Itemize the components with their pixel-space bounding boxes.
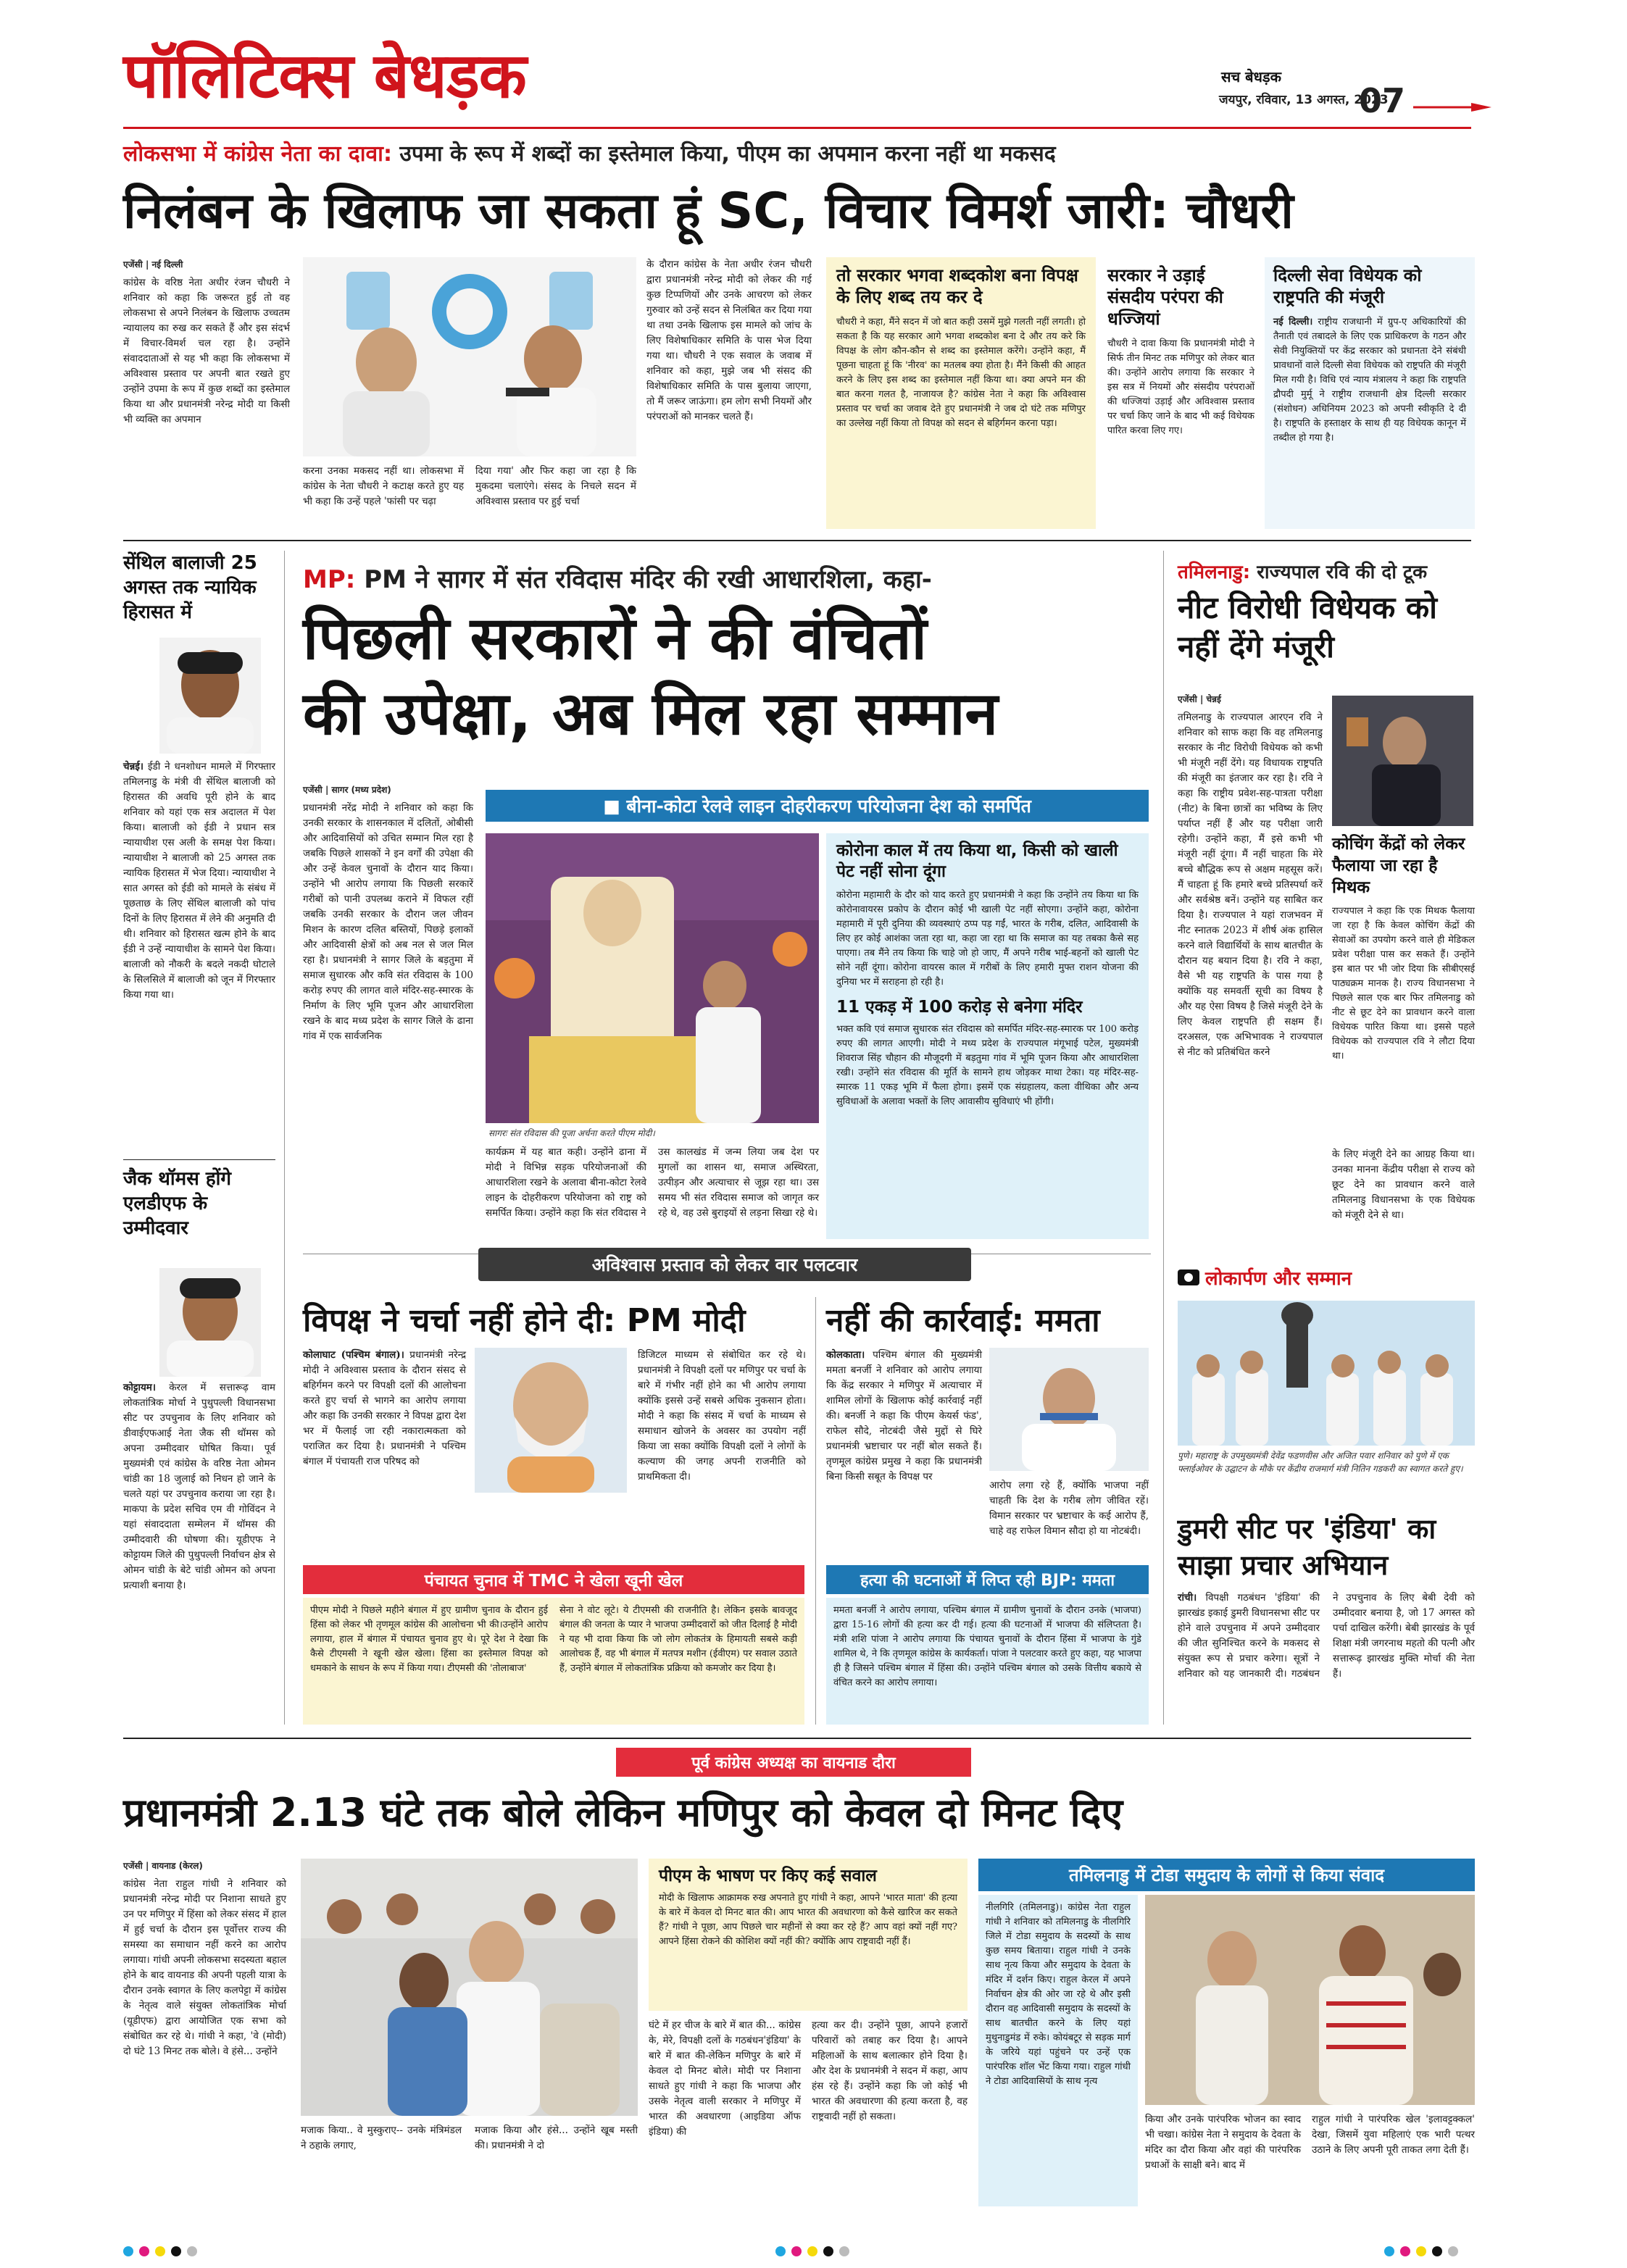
rahul-headline: प्रधानमंत्री 2.13 घंटे तक बोले लेकिन मणिपुर को केवल दो मिनट दिए bbox=[123, 1790, 1123, 1835]
registration-dots-center bbox=[775, 2246, 849, 2256]
todas-box: नीलगिरि (तमिलनाडु)। कांग्रेस नेता राहुल गांधी ने शनिवार को तमिलनाडु के नीलगिरि जिले में टोडा समुदाय के सदस्यों के साथ कुछ समय बिताया। राहुल गांधी ने उनके साथ नृत्य किया और समुदाय के देवता के मंदिर में दर्शन किए। राहुल केरल में अपने निर्वाचन क्षेत्र की ओर जा रहे थे और इसी दौरान वह आदिवासी समुदाय के सदस्यों के साथ बातचीत करने के लिए यहां मुथुनाडुमंड में रुके। कोयंबटूर से सड़क मार्ग के जरिये यहां पहुंचने पर उन्हें एक पारंपरिक शॉल भेंट किया गया। राहुल गांधी ने टोडा आदिवासियों के साथ नृत्य bbox=[978, 1895, 1138, 2206]
left-story-jack-body: कोट्टायम। केरल में सत्तारूढ़ वाम लोकतांत्रिक मोर्चा ने पुथुपल्ली विधानसभा सीट पर उपचुनाव के लिए शनिवार को डीवाईएफआई नेता जैक सी थॉमस को अपना उम्मीदवार घोषित किया। पूर्व मुख्यमंत्री एवं कांग्रेस के वरिष्ठ नेता ओमन चांडी का 18 जुलाई को निधन हो जाने के चलते यहां पर उपचुनाव कराया जा रहा है। माकपा के प्रदेश सचिव एम वी गोविंदन ने यहां संवाददाता सम्मेलन में थॉमस की उम्मीदवारी की घोषणा की। यूडीएफ ने कोट्टायम जिले की पुथुपल्ली निर्वाचन क्षेत्र से ओमन चांडी के बेटे चांडी ओमन को अपना प्रत्याशी बनाया है। bbox=[123, 1382, 276, 1591]
lead-headline: निलंबन के खिलाफ जा सकता हूं SC, विचार विमर्श जारी: चौधरी bbox=[123, 183, 1294, 240]
tn-photo bbox=[1332, 696, 1473, 826]
todas-col1: किया और उनके पारंपरिक भोजन का स्वाद भी चखा। कांग्रेस नेता ने समुदाय के देवता के मंदिर का दौरा किया और वहां की पारंपरिक प्रथाओं के साक्षी बने। बाद में bbox=[1145, 2114, 1301, 2171]
rahul-photo-col2: मजाक किया और हंसे... उन्होंने खूब मस्ती की। प्रधानमंत्री ने दो bbox=[475, 2125, 638, 2151]
pm-bhashan-box: पीएम के भाषण पर किए कई सवाल मोदी के खिलाफ आक्रामक रुख अपनाते हुए गांधी ने कहा, आपने 'भारत माता' की हत्या के बारे में केवल दो मिनट बात की। आप भारत की अवधारणा को कैसे खारिज कर सकते हैं? गांधी ने पूछा, आप पिछले चार महीनों से क्या कर रहे हैं? आप वहां क्यों नहीं गए? आपने हिंसा रोकने की कोशिश क्यों नहीं की? क्योंकि आप राष्ट्रवादी नहीं हैं। bbox=[649, 1859, 968, 2011]
lead-col2: करना उनका मकसद नहीं था। लोकसभा में कांग्रेस के नेता चौधरी ने कटाक्ष करते हुए यह भी कहा कि उन्हें पहले 'फांसी पर चढ़ा bbox=[303, 465, 464, 507]
rahul-mid-col2: हत्या कर दी। उन्होंने पूछा, आपने हजारों परिवारों को तबाह कर दिया है। आपने महिलाओं के साथ बलात्कार होने दिया है। और देश के प्रधानमंत्री ने सदन में कहा, आप हंस रहे हैं। उन्होंने कहा कि जो कोई भी भारत की अवधारणा की हत्या करता है, वह राष्ट्रवादी नहीं हो सकता। bbox=[812, 2019, 968, 2122]
modi-headline: विपक्ष ने चर्चा नहीं होने दी: PM मोदी bbox=[303, 1302, 746, 1339]
pen-nib-icon bbox=[1413, 101, 1493, 113]
lead-byline: एजेंसी | नई दिल्ली bbox=[123, 259, 183, 270]
rahul-photo bbox=[301, 1859, 638, 2116]
lead-kicker: लोकसभा में कांग्रेस नेता का दावा: उपमा के रूप में शब्दों का इस्तेमाल किया, पीएम का अपमान करना नहीं था मकसद bbox=[123, 141, 1056, 167]
side-box-bhagwa: तो सरकार भगवा शब्दकोश बना विपक्ष के लिए शब्द तय कर दे चौधरी ने कहा, मैंने सदन में जो बात कही उसमें मुझे गलती नहीं लगती। हो सकता है कि यह सरकार आगे भगवा शब्दकोश बना दे और तय करे कि विपक्ष के लोग कौन-कौन से शब्द का इस्तेमाल करेंगे। उन्होंने कहा, मैं पूछना चाहता हूं कि 'नीरव' का मतलब क्या होता है। मैंने किसी की आहत करने के लिए इस शब्द का इस्तेमाल नहीं किया था। क्या अपने मन की बात करना गलत है, नाजायज है? कांग्रेस नेता ने कहा कि अविश्वास प्रस्ताव पर चर्चा का जवाब देते हुए प्रधानमंत्री ने जब दो घंटे तक मणिपुर का उल्लेख नहीं किया तो विपक्ष को सदन से बहिर्गमन करना पड़ा। bbox=[826, 257, 1096, 529]
mp-box-corona: कोरोना काल में तय किया था, किसी को खाली पेट नहीं सोना दूंगा कोरोना महामारी के दौर को याद करते हुए प्रधानमंत्री ने कहा कि उन्होंने तय किया था कि कोरोनावायरस प्रकोप के दौरान कोई भी खाली पेट नहीं सोएगा। उन्होंने कहा, कोरोना महामारी में पूरी दुनिया की व्यवस्थाएं ठप्प पड़ गईं, भारत के गरीब, दलित, आदिवासी के लिए हर कोई आशंका जता रहा था, कहा जा रहा था कि समाज का यह तबका कैसे सह पाएगा। तब मैंने तय किया कि चाहे जो हो जाए, मैं अपने गरीब भाई-बहनों को खाली पेट सोने नहीं दूंगा। कोरोना वायरस काल में गरीबों के लिए हमारी मुफ्त राशन योजना की दुनिया भर में सराहना हो रही है। 11 एकड़ में 100 करोड़ से बनेगा मंदिर भक्त कवि एवं समाज सुधारक संत रविदास को समर्पित मंदिर-सह-स्मारक पर 100 करोड़ रुपए की लागत आएगी। मोदी ने मध्य प्रदेश के राज्यपाल मंगूभाई पटेल, मुख्यमंत्री शिवराज सिंह चौहान की मौजूदगी में बड़तुमा गांव में भूमि पूजन किया और आधारशिला रखी। उन्होंने संत रविदास की मूर्ति के सामने हाथ जोड़कर माथा टेका। यह मंदिर-सह-स्मारक 11 एकड़ भूमि में फैला होगा। इसमें एक संग्रहालय, कला वीथिका और अन्य सुविधाओं के अलावा भक्तों के लिए आवासीय सुविधाएं भी होंगी। bbox=[826, 833, 1149, 1239]
left-story-senthil-body: चेन्नई। ईडी ने धनशोधन मामले में गिरफ्तार तमिलनाडु के मंत्री वी सेंथिल बालाजी को हिरासत की अवधि पूरी होने के बाद शनिवार को यहां एक सत्र अदालत में पेश किया। बालाजी को ईडी ने प्रधान सत्र न्यायाधीश एस अली के समक्ष पेश किया। न्यायाधीश ने बालाजी को 25 अगस्त तक न्यायिक हिरासत में भेज दिया। न्यायाधीश ने सात अगस्त को ईडी को मामले के संबंध में पूछताछ के लिए सेंथिल बालाजी को पांच दिनों के लिए हिरासत में लेने की अनुमति दी थी। शनिवार को हिरासत खत्म होने के बाद ईडी ने उन्हें न्यायाधीश के सामने पेश किया। बालाजी को नौकरी के बदले नकदी घोटाले के सिलसिले में बालाजी को जून में गिरफ्तार किया गया था। bbox=[123, 761, 275, 1001]
masthead-brand: सच बेधड़क bbox=[1221, 68, 1281, 86]
side-box-parampara: सरकार ने उड़ाई संसदीय परंपरा की धज्जियां चौधरी ने दावा किया कि प्रधानमंत्री मोदी ने सिर्फ तीन मिनट तक मणिपुर को लेकर बात की। उन्होंने आरोप लगाया कि सरकार ने इस सत्र में नियमों और संसदीय परंपराओं की धज्जियां उड़ाई और अविश्वास प्रस्ताव पर चर्चा किए जाने के बाद भी कई विधेयक पारित करवा लिए गए। bbox=[1107, 265, 1254, 436]
mamta-headline: नहीं की कार्रवाई: ममता bbox=[826, 1302, 1100, 1339]
modi-body1: कोलाघाट (पश्चिम बंगाल)। प्रधानमंत्री नरेन्द्र मोदी ने अविश्वास प्रस्ताव के दौरान संसद से बहिर्गमन करने पर विपक्षी दलों की आलोचना करते हुए चर्चा से भागने का आरोप लगाया और कहा कि उनकी सरकार ने विपक्ष द्वारा देश भर में फैलाई जा रही नकारात्मकता को पराजित कर दिया है। प्रधानमंत्री ने पश्चिम बंगाल में पंचायती राज परिषद को bbox=[303, 1349, 467, 1467]
dumri-headline: डुमरी सीट पर 'इंडिया' का साझा प्रचार अभियान bbox=[1178, 1513, 1436, 1581]
mp-bottom-col1: कार्यक्रम में यह बात कही। उन्होंने ढाना में मोदी ने विभिन्न सड़क परियोजनाओं की आधारशिला रखने के अलावा बीना-कोटा रेलवे लाइन के दोहरीकरण परियोजना को राष्ट्र को समर्पित किया। उन्होंने कहा कि संत रविदास ने bbox=[486, 1146, 646, 1219]
left-story-senthil: सेंथिल बालाजी 25 अगस्त तक न्यायिक हिरासत में bbox=[123, 552, 257, 623]
todas-photo bbox=[1145, 1895, 1475, 2105]
tn-kicker: तमिलनाडु: राज्यपाल रवि की दो टूक bbox=[1178, 562, 1428, 583]
lokarpan-label: लोकार्पण और सम्मान bbox=[1178, 1264, 1352, 1291]
senthil-photo bbox=[159, 638, 261, 754]
registration-dots-right bbox=[1384, 2246, 1458, 2256]
masthead-dateline: जयपुर, रविवार, 13 अगस्त, 2023 bbox=[1219, 93, 1389, 107]
mamta-photo bbox=[989, 1348, 1149, 1471]
lokarpan-caption: पुणे। महाराष्ट्र के उपमुख्यमंत्री देवेंद्र फडणवीस और अजित पवार शनिवार को पुणे में एक फ्लाईओवर के उद्घाटन के मौके पर केंद्रीय राजमार्ग मंत्री नितिन गडकरी का स्वागत करते हुए। bbox=[1178, 1451, 1463, 1474]
masthead-title bbox=[123, 36, 526, 116]
todas-col2: राहुल गांधी ने पारंपरिक खेल 'इलावट्टक्कल' देखा, जिसमें युवा महिलाएं एक भारी पत्थर उठाने के लिए अपनी पूरी ताकत लगा देती हैं। bbox=[1312, 2114, 1475, 2156]
tmc-box: पीएम मोदी ने पिछले महीने बंगाल में हुए ग्रामीण चुनाव के दौरान हुई हिंसा को लेकर भी तृणमूल कांग्रेस की आलोचना भी की।उन्होंने आरोप लगाया, हाल में बंगाल में पंचायत चुनाव हुए थे। पूरे देश ने देखा कि कैसे टीएमसी ने खूनी खेल खेला। हिंसा का इस्तेमाल विपक्ष को धमकाने के साधन के रूप में किया गया। टीएमसी की 'तोलाबाज' सेना ने वोट लूटे। ये टीएमसी की राजनीति है। लेकिन इसके बावजूद बंगाल की जनता के प्यार ने भाजपा उम्मीदवारों को जीत दिलाई है मोदी ने यह भी दावा किया कि जो लोग लोकतंत्र के हिमायती सबसे कड़ी आलोचक हैं, वह भी बंगाल में मतपत्र मशीन (ईवीएम) पर सवाल उठाते हैं, उन्होंने बंगाल में लोकतांत्रिक प्रक्रिया को कमजोर कर दिया है। bbox=[303, 1598, 804, 1725]
mamta-body1: कोलकाता। पश्चिम बंगाल की मुख्यमंत्री ममता बनर्जी ने शनिवार को आरोप लगाया कि केंद्र सरकार ने मणिपुर में अत्याचार में शामिल लोगों के खिलाफ कोई कार्रवाई नहीं की। बनर्जी ने कहा कि पीएम केयर्स फंड', राफेल सौदे, नोटबंदी जैसे मुद्दों से घिरे प्रधानमंत्री भ्रष्टाचार पर नहीं बोल सकते हैं। तृणमूल कांग्रेस प्रमुख ने कहा कि प्रधानमंत्री बिना किसी सबूत के विपक्ष पर bbox=[826, 1349, 982, 1483]
bjp-banner: हत्या की घटनाओं में लिप्त रही BJP: ममता bbox=[826, 1565, 1149, 1594]
tmc-banner: पंचायत चुनाव में TMC ने खेला खूनी खेल bbox=[303, 1565, 804, 1594]
mp-photo bbox=[486, 833, 819, 1123]
bjp-box: ममता बनर्जी ने आरोप लगाया, पश्चिम बंगाल में ग्रामीण चुनावों के दौरान उनके (भाजपा) द्वारा 15-16 लोगों की हत्या कर दी गई। हत्या की घटनाओं में भाजपा की संलिप्तता है। मंत्री शशि पांजा ने आरोप लगाया कि पंचायत चुनावों के दौरान हिंसा में भाजपा के गुंडे शामिल थे, ने कि तृणमूल कांग्रेस के कार्यकर्ता। पांजा ने पलटवार करते हुए कहा, यह भाजपा ही है जिसने पश्चिम बंगाल में हिंसा की। उन्होंने पश्चिम बंगाल को उसके वित्तीय बकाये से वंचित करने का आरोप लगाया। bbox=[826, 1598, 1149, 1725]
tn-tail: के लिए मंजूरी देने का आग्रह किया था। उनका मानना केंद्रीय परीक्षा से राज्य को छूट देने का प्रावधान करने वाले तमिलनाडु विधानसभा के एक विधेयक को मंजूरी देने से था। bbox=[1332, 1148, 1475, 1221]
mp-bottom-col2: उस कालखंड में जन्म लिया जब देश पर मुगलों का शासन था, समाज अस्थिरता, उत्पीड़न और अत्याचार से जूझ रहा था। उस समय भी संत रविदास समाज को जागृत कर रहे थे, वह उसे बुराइयों से लड़ना सिखा रहे थे। bbox=[658, 1146, 819, 1219]
rahul-mid-col1: घंटे में हर चीज के बारे में बात की... कांग्रेस के, मेरे, विपक्षी दलों के गठबंधन'इंडिया' के बारे में बात की-लेकिन मणिपुर के बारे में केवल दो मिनट बोले। मोदी पर निशाना साधते हुए गांधी ने कहा कि भाजपा और उसके नेतृत्व वाली सरकार ने मणिपुर में भारत की अवधारणा (आइडिया ऑफ इंडिया) की bbox=[649, 2019, 801, 2138]
side-box-bhagwa-head: तो सरकार भगवा शब्दकोश बना विपक्ष के लिए शब्द तय कर दे bbox=[836, 265, 1078, 307]
mp-body: एजेंसी | सागर (मध्य प्रदेश) प्रधानमंत्री नरेंद्र मोदी ने शनिवार को कहा कि उनकी सरकार के शासनकाल में दलितों, ओबीसी और आदिवासियों को उचित सम्मान मिल रहा है जबकि पिछले शासकों ने इन वर्गों की उपेक्षा की और उन्हें केवल चुनावों के दौरान याद किया। उन्होंने भी आरोप लगाया कि पिछली सरकारें गरीबों को पानी उपलब्ध कराने में विफल रहीं जबकि उनकी सरकार के दौरान जल जीवन मिशन के कारण दलित बस्तियों, पिछड़े इलाकों और आदिवासी क्षेत्रों को अब नल से जल मिल रहा है। प्रधानमंत्री ने सागर जिले के बड़तुमा में समाज सुधारक और कवि संत रविदास के 100 करोड़ रुपए की लागत वाले मंदिर-सह-स्मारक के निर्माण के लिए भूमि पूजन और आधारशिला रखने के बाद मध्य प्रदेश के सागर जिले के ढाना गांव में एक सार्वजनिक bbox=[303, 785, 473, 1042]
lead-photo bbox=[303, 257, 636, 456]
todas-banner: तमिलनाडु में टोडा समुदाय के लोगों से किया संवाद bbox=[978, 1859, 1475, 1891]
rahul-photo-col1: मजाक किया.. वे मुस्कुराए-- उनके मंत्रिमंडल ने ठहाके लगाए, bbox=[301, 2125, 462, 2151]
left-story-jack: जैक थॉमस होंगे एलडीएफ के उम्मीदवार bbox=[123, 1168, 232, 1239]
mp-banner: ■ बीना-कोटा रेलवे लाइन दोहरीकरण परियोजना देश को समर्पित bbox=[486, 790, 1149, 822]
modi-photo bbox=[475, 1348, 627, 1493]
rahul-col1: एजेंसी | वायनाड (केरल) कांग्रेस नेता राहुल गांधी ने शनिवार को प्रधानमंत्री नरेन्द्र मोदी पर निशाना साधते हुए उन पर मणिपुर में हिंसा को लेकर संसद में हाल में हुई चर्चा के दौरान इस पूर्वोत्तर राज्य की समस्या का समाधान नहीं करने का आरोप लगाया। गांधी अपनी लोकसभा सदस्यता बहाल होने के बाद वायनाड की अपनी पहली यात्रा के दौरान उनके स्वागत के लिए कलपेट्टा में कांग्रेस के नेतृत्व वाले संयुक्त लोकतांत्रिक मोर्चा (यूडीएफ) द्वारा आयोजित एक सभा को संबोधित कर रहे थे। गांधी ने कहा, 'वे (मोदी) दो घंटे 13 मिनट तक बोले। वे हंसे... उन्होंने bbox=[123, 1861, 286, 2057]
tn-coaching: कोचिंग केंद्रों को लेकर फैलाया जा रहा है मिथक राज्यपाल ने कहा कि एक मिथक फैलाया जा रहा है कि केवल कोचिंग केंद्रों की सेवाओं का उपयोग करने वाले ही मेडिकल प्रवेश परीक्षा पास कर सकते हैं। उन्होंने इस बात पर भी जोर दिया कि सीबीएसई पाठ्यक्रम मानक है। राज्य विधानसभा ने पिछले साल एक बार फिर तमिलनाडु को नीट से छूट देने का प्रावधान करने वाला विधेयक पारित किया था। इससे पहले विधेयक को राज्यपाल रवि ने लौटा दिया था। bbox=[1332, 835, 1475, 1062]
mp-caption: सागरः संत रविदास की पूजा अर्चना करते पीएम मोदी। bbox=[488, 1128, 655, 1138]
jack-photo bbox=[159, 1268, 261, 1377]
side-box-delhi: दिल्ली सेवा विधेयक को राष्ट्रपति की मंजूरी नई दिल्ली। राष्ट्रीय राजधानी में ग्रुप-ए अधिकारियों की तैनाती एवं तबादले के लिए एक प्राधिकरण के गठन और सेवी नियुक्तियों पर केंद्र सरकार को प्रधानता देने संबंधी प्रावधानों वाले दिल्ली सेवा विधेयक को राष्ट्रपति की मंजूरी मिल गयी है। विधि एवं न्याय मंत्रालय ने कहा कि राष्ट्रपति द्रौपदी मुर्मू ने राष्ट्रीय राजधानी क्षेत्र दिल्ली सरकार (संशोधन) अधिनियम 2023 को अपनी स्वीकृति दे दी है। राष्ट्रपति के हस्ताक्षर के साथ ही यह विधेयक कानून में तब्दील हो गया है। bbox=[1265, 257, 1475, 529]
rahul-strip: पूर्व कांग्रेस अध्यक्ष का वायनाड दौरा bbox=[616, 1748, 971, 1777]
tn-headline: नीट विरोधी विधेयक को नहीं देंगे मंजूरी bbox=[1178, 590, 1438, 664]
modi-body2: डिजिटल माध्यम से संबोधित कर रहे थे। प्रधानमंत्री ने विपक्षी दलों पर मणिपुर पर चर्चा के बारे में गंभीर नहीं होने का भी आरोप लगाया क्योंकि इससे उन्हें सबसे अधिक नुकसान होता। मोदी ने कहा कि संसद में चर्चा के माध्यम से समाधान खोजने के अवसर का उपयोग नहीं किया जा सका क्योंकि विपक्षी दलों ने लोगों के कल्याण की जगह अपनी राजनीति को प्राथमिकता दी। bbox=[638, 1349, 806, 1483]
lead-col4: के दौरान कांग्रेस के नेता अधीर रंजन चौधरी द्वारा प्रधानमंत्री नरेन्द्र मोदी को लेकर की गई कुछ टिप्पणियों और उनके आचरण को लेकर गुरुवार को उन्हें सदन से निलंबित कर दिया गया था तथा उनके खिलाफ इस मामले को जांच के लिए विशेषाधिकार समिति के पास भेज दिया गया था। चौधरी ने एक सवाल के जवाब में शनिवार को कहा, मुझे जब भी संसद की विशेषाधिकार समिति के पास बुलाया जाएगा, तो मैं जरूर जाऊंगा। हम लोग सभी नियमों और परंपराओं को मानकर चलते हैं। bbox=[646, 259, 812, 422]
registration-dots-left bbox=[123, 2246, 197, 2256]
dumri-body: रांची। विपक्षी गठबंधन 'इंडिया' की झारखंड इकाई डुमरी विधानसभा सीट पर होने वाले उपचुनाव में अपने उम्मीदवार की जीत सुनिश्चित करने के मकसद से संयुक्त रूप से प्रचार करेगा। सूत्रों ने शनिवार को यह जानकारी दी। गठबंधन ने उपचुनाव के लिए बेबी देवी को उम्मीदवार बनाया है, जो 17 अगस्त को पर्चा दाखिल करेंगी। बेबी झारखंड के पूर्व शिक्षा मंत्री जगरनाथ महतो की पत्नी और सत्तारूढ़ झारखंड मुक्ति मोर्चा की नेता हैं। bbox=[1178, 1592, 1475, 1680]
mp-headline: पिछली सरकारों ने की वंचितों की उपेक्षा, अब मिल रहा सम्मान bbox=[303, 604, 999, 749]
lokarpan-photo bbox=[1178, 1301, 1475, 1446]
lead-col1: एजेंसी | नई दिल्ली कांग्रेस के वरिष्ठ नेता अधीर रंजन चौधरी ने शनिवार को कहा कि जरूरत हुई तो वह लोकसभा से अपने निलंबन के खिलाफ उच्चतम न्यायालय का रुख कर सकते हैं और इस संदर्भ में विचार-विमर्श चल रहा है। उन्होंने संवाददाताओं से यह भी कहा कि लोकसभा में अविश्वास प्रस्ताव पर अपनी बात रखते हुए उन्होंने उपमा के रूप में कुछ शब्दों का इस्तेमाल किया था और प्रधानमंत्री नरेन्द्र मोदी या किसी भी व्यक्ति का अपमान bbox=[123, 257, 290, 428]
lead-col3: दिया गया' और फिर कहा जा रहा है कि मुकदमा चलाएंगे। संसद के निचले सदन में अविश्वास प्रस्ताव पर हुई चर्चा bbox=[475, 465, 636, 507]
camera-icon bbox=[1178, 1270, 1199, 1285]
avishwas-strip: अविश्वास प्रस्ताव को लेकर वार पलटवार bbox=[478, 1248, 971, 1281]
page-number: 07 bbox=[1359, 81, 1406, 120]
mp-kicker: MP: PM ने सागर में संत रविदास मंदिर की रखी आधारशिला, कहा- bbox=[303, 565, 932, 594]
mamta-body2: आरोप लगा रहे हैं, क्योंकि भाजपा नहीं चाहती कि देश के गरीब लोग जीवित रहें।विमान सरकार पर भ्रष्टाचार के कई आरोप हैं, चाहे वह राफेल विमान सौदा हो या नोटबंदी। bbox=[989, 1480, 1149, 1537]
masthead-title-text: पॉलिटिक्स बेधड़क bbox=[123, 40, 526, 112]
tn-body-col1: एजेंसी | चेन्नई तमिलनाडु के राज्यपाल आरएन रवि ने शनिवार को साफ कहा कि वह तमिलनाडु सरकार के नीट विरोधी विधेयक को कभी भी मंजूरी नहीं देंगे। यह विधायक राष्ट्रपति की मंजूरी का इंतजार कर रहा है। रवि ने कहा कि राष्ट्रीय प्रवेश-सह-पात्रता परीक्षा (नीट) के बिना छात्रों का भविष्य के लिए पर्याप्त नहीं हैं और यह परीक्षा जारी रहेगी। उन्होंने कहा, मैं इसे कभी भी मंजूरी नहीं दूंगा। मैं नहीं चाहता कि मेरे बच्चे बौद्धिक रूप से अक्षम महसूस करें। मैं चाहता हूं कि हमारे बच्चे प्रतिस्पर्धा करें और सर्वश्रेष्ठ बनें। उन्होंने यह साबित कर दिया है। राज्यपाल ने यहां राजभवन में नीट स्नातक 2023 में शीर्ष अंक हासिल करने वाले विद्यार्थियों के साथ बातचीत के दौरान यह बयान दिया है। रवि ने कहा, वैसे भी यह राष्ट्रपति के पास गया है क्योंकि यह समवर्ती सूची का विषय है और यह ऐसा विषय है जिसे मंजूरी देने के लिए केवल राष्ट्रपति ही सक्षम हैं। दरअसल, एक अभिभावक ने राज्यपाल से नीट को प्रतिबंधित करने bbox=[1178, 694, 1323, 1058]
